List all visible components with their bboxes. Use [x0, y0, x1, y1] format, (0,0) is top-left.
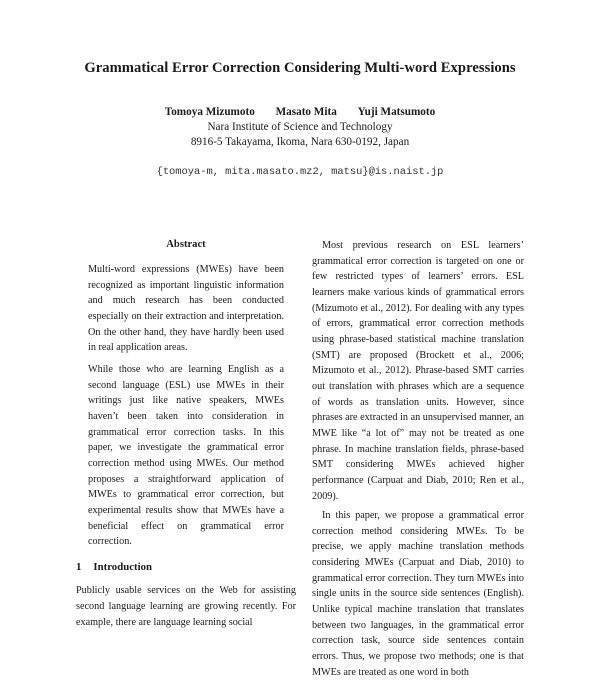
body-paragraph: In this paper, we propose a grammatical error correction method considering MWEs. To be precise, we apply machine translation methods considering MWEs (Carpuat and Diab, 2010) to grammatical error correction. They turn MWEs into single units in the source side sentences (English). Unlike typical machine translation that translates between two languages, in the grammatical error correction task, source side sentences contain errors. Thus, we propose two methods; one is that MWEs are treated as one word in both [312, 510, 524, 678]
author-emails: {tomoya-m, mita.masato.mz2, matsu}@is.naist.jp [156, 166, 444, 178]
right-column [312, 238, 524, 684]
body-paragraph: Most previous research on ESL learners’ grammatical error correction is targeted on one or few restricted types of learners’ errors. ESL learners make various kinds of grammatical errors (Mizumoto et al., 2012). For dealing with any types of errors, grammatical error correction methods using phrase-based statistical machine translation (SMT) are proposed (Brockett et al., 2006; Mizumoto et al., 2012). Phrase-based SMT carries out translation with phrases which are a sequence of words as translation units. However, since phrases are extracted in an unsupervised manner, an MWE like “a lot of” may not be treated as one phrase. In machine translation fields, phrase-based SMT considering MWEs achieved higher performance (Carpuat and Diab, 2010; Ren et al., 2009). [312, 240, 524, 502]
affiliation-institution: Nara Institute of Science and Technology [207, 121, 393, 133]
author-list [0, 106, 600, 118]
section-title: Introduction [93, 560, 153, 573]
abstract-paragraph: Multi-word expressions (MWEs) have been recognized as important linguistic information and much research has been conducted especially on their extraction and interpretation. On the other hand, they have hardly been used in real application areas. [88, 264, 284, 354]
section-number: 1 [76, 560, 82, 573]
left-column [76, 238, 296, 630]
affiliation-address: 8916-5 Takayama, Ikoma, Nara 630-0192, Japan [190, 136, 410, 148]
author-name: Yuji Matsumoto [357, 106, 436, 118]
author-name: Masato Mita [275, 106, 337, 118]
abstract-paragraph: While those who are learning English as a second language (ESL) use MWEs in their writings just like native speakers, MWEs haven’t been taken into consideration in grammatical error correction tasks. In this paper, we investigate the grammatical error correction method using MWEs. Our method proposes a straightforward application of MWEs to grammatical error correction, but experimental results show that MWEs have a beneficial effect on grammatical error correction. [88, 363, 284, 548]
body-paragraph: Publicly usable services on the Web for assisting second language learning are growing recently. For example, there are language learning social [76, 585, 296, 628]
paper-title: Grammatical Error Correction Considering Multi-word Expressions [84, 60, 516, 76]
abstract-heading: Abstract [166, 239, 206, 250]
section-heading-introduction [76, 560, 296, 576]
author-name: Tomoya Mizumoto [164, 106, 255, 118]
abstract-section [76, 238, 296, 550]
